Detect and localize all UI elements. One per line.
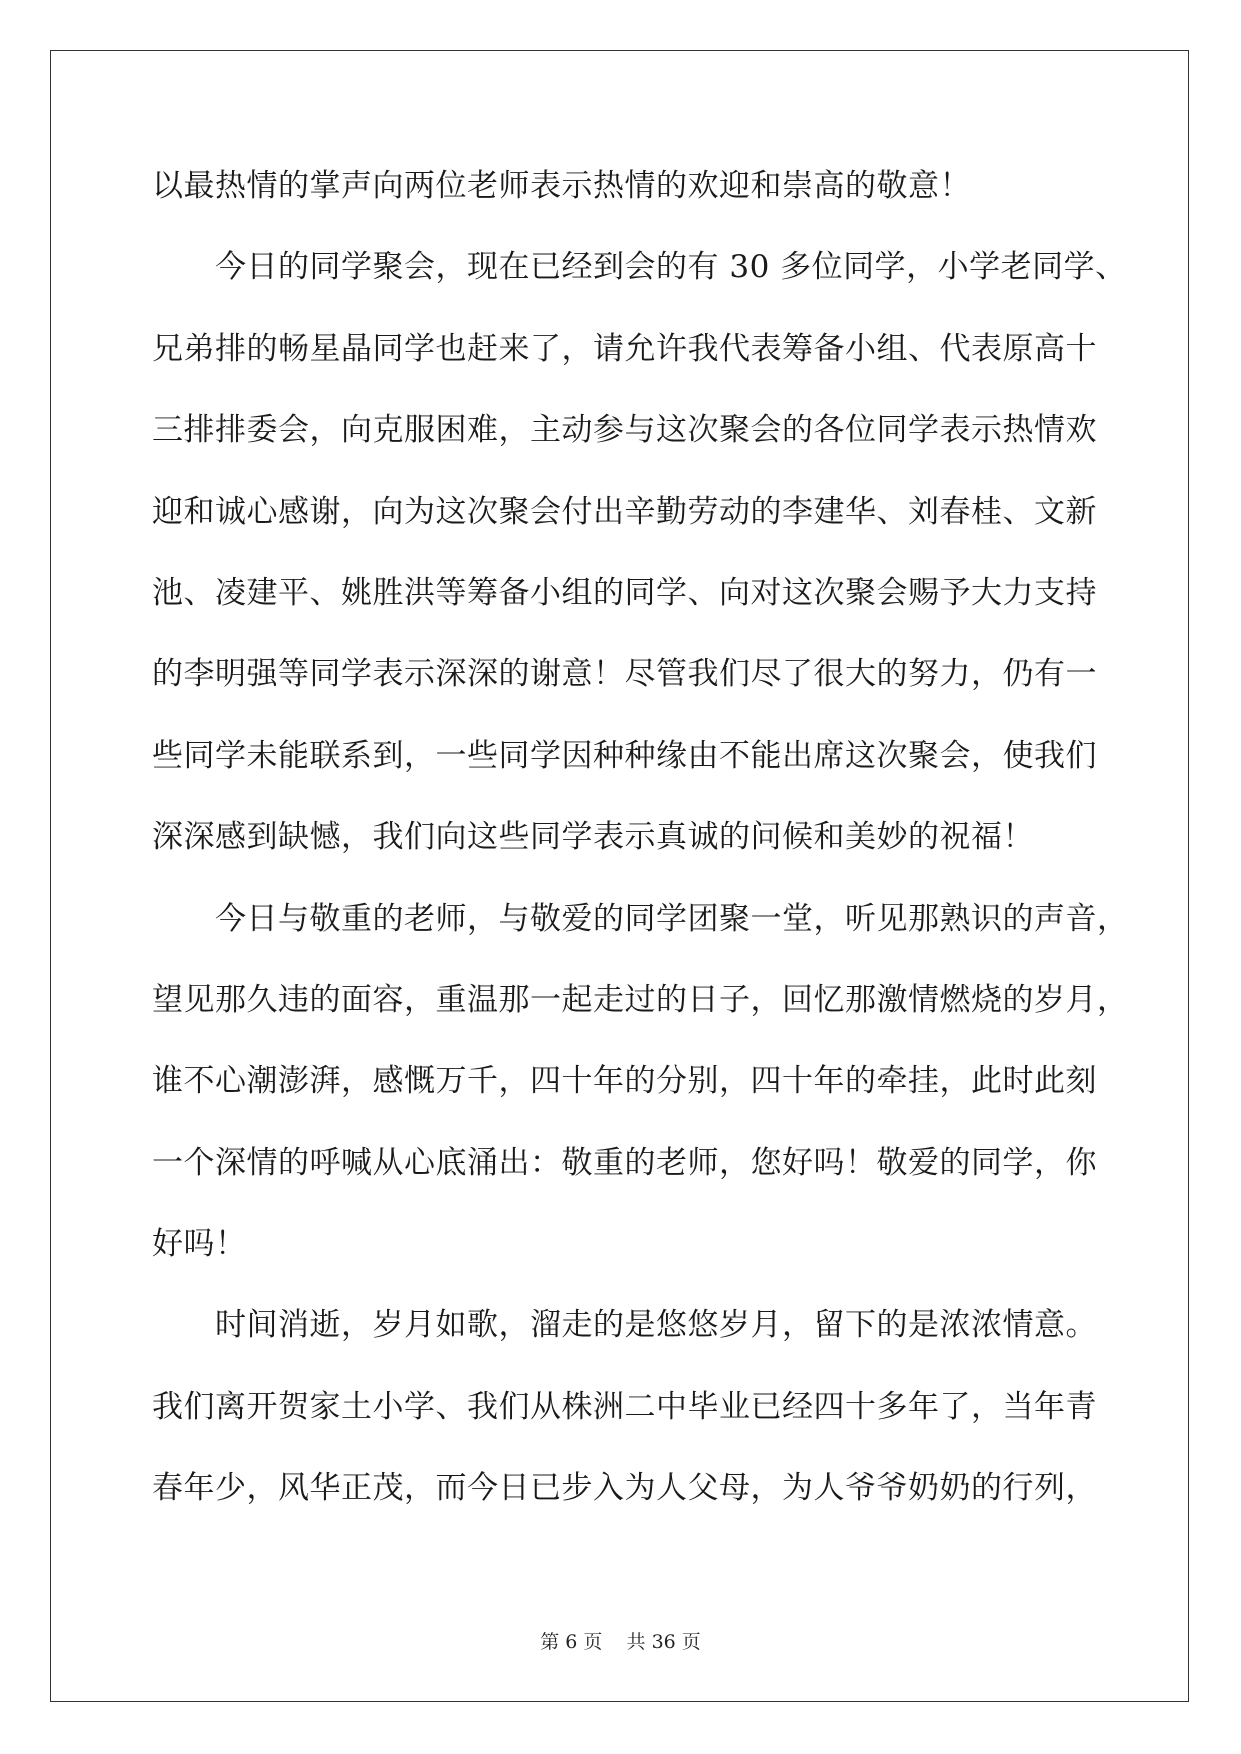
text-line: 时间消逝，岁月如歌，溜走的是悠悠岁月，留下的是浓浓情意。 [215, 1307, 1097, 1344]
text-line: 些同学未能联系到，一些同学因种种缘由不能出席这次聚会，使我们 [152, 737, 1097, 774]
text-line: 迎和诚心感谢，向为这次聚会付出辛勤劳动的李建华、刘春桂、文新 [152, 493, 1097, 530]
document-body [152, 161, 1129, 1545]
text-line: 的李明强等同学表示深深的谢意！尽管我们尽了很大的努力，仍有一 [152, 656, 1097, 693]
text-line: 今日的同学聚会，现在已经到会的有 30 多位同学，小学老同学、 [215, 249, 1127, 286]
text-line: 池、凌建平、姚胜洪等筹备小组的同学、向对这次聚会赐予大力支持 [152, 574, 1097, 611]
text-line: 深深感到缺憾，我们向这些同学表示真诚的问候和美妙的祝福！ [152, 819, 1034, 856]
text-line: 谁不心潮澎湃，感慨万千，四十年的分别，四十年的牵挂，此时此刻 [152, 1063, 1097, 1100]
text-line: 三排排委会，向克服困难，主动参与这次聚会的各位同学表示热情欢 [152, 412, 1097, 449]
text-line: 一个深情的呼喊从心底涌出：敬重的老师，您好吗！敬爱的同学，你 [152, 1144, 1097, 1181]
text-line: 望见那久违的面容，重温那一起走过的日子，回忆那激情燃烧的岁月， [152, 981, 1129, 1018]
text-line: 兄弟排的畅星晶同学也赶来了，请允许我代表筹备小组、代表原高十 [152, 330, 1097, 367]
page-number-footer: 第 6 页 共 36 页 [540, 1631, 701, 1653]
text-line: 以最热情的掌声向两位老师表示热情的欢迎和崇高的敬意！ [152, 168, 971, 204]
text-line: 今日与敬重的老师，与敬爱的同学团聚一堂，听见那熟识的声音， [215, 900, 1129, 937]
text-line: 春年少，风华正茂，而今日已步入为人父母，为人爷爷奶奶的行列， [152, 1470, 1097, 1507]
text-line: 我们离开贺家土小学、我们从株洲二中毕业已经四十多年了，当年青 [152, 1388, 1097, 1425]
text-line: 好吗！ [152, 1226, 247, 1263]
